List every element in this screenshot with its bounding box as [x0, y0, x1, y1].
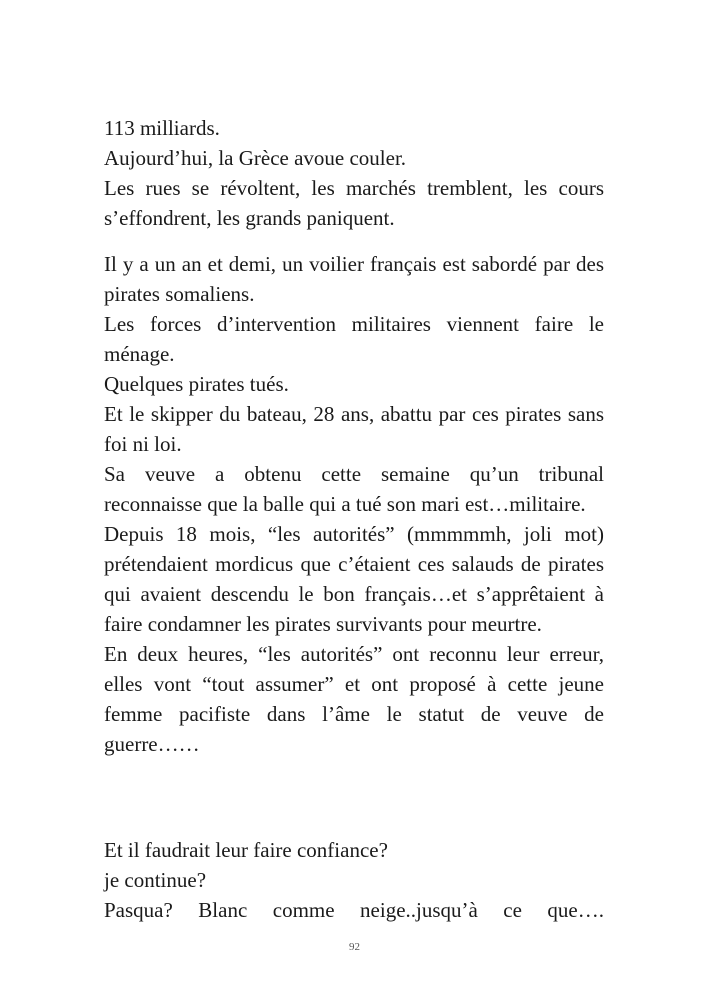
paragraph: En deux heures, “les autorités” ont reconnu leur erreur, elles vont “tout assumer” et ont proposé à cette jeune femme pacifiste dans l’âme le statut de veuve de guerre…… [104, 642, 604, 756]
paragraph: Pasqua? Blanc comme neige..jusqu’à ce que…. [104, 898, 604, 922]
paragraph: Il y a un an et demi, un voilier français est sabordé par des pirates somaliens. [104, 252, 604, 306]
paragraph: Et il faudrait leur faire confiance? [104, 838, 388, 862]
paragraph: Les rues se révoltent, les marchés tremblent, les cours s’effondrent, les grands paniquent. [104, 176, 604, 230]
text-section-3 [104, 835, 604, 925]
text-section-1 [104, 113, 604, 233]
paragraph: Quelques pirates tués. [104, 372, 289, 396]
paragraph: Les forces d’intervention militaires viennent faire le ménage. [104, 312, 604, 366]
paragraph: je continue? [104, 868, 207, 892]
paragraph: 113 milliards. [104, 116, 220, 140]
paragraph: Aujourd’hui, la Grèce avoue couler. [104, 146, 407, 170]
paragraph: Sa veuve a obtenu cette semaine qu’un tribunal reconnaisse que la balle qui a tué son mari est…militaire. [104, 462, 604, 516]
text-section-2 [104, 249, 604, 759]
paragraph: Depuis 18 mois, “les autorités” (mmmmmh, joli mot) prétendaient mordicus que c’étaient ces salauds de pirates qui avaient descendu le bon français…et s’apprêtaient à faire condamner les pirates survivants pour meurtre. [104, 522, 604, 636]
page-number: 92 [349, 941, 360, 953]
paragraph: Et le skipper du bateau, 28 ans, abattu par ces pirates sans foi ni loi. [104, 402, 604, 456]
